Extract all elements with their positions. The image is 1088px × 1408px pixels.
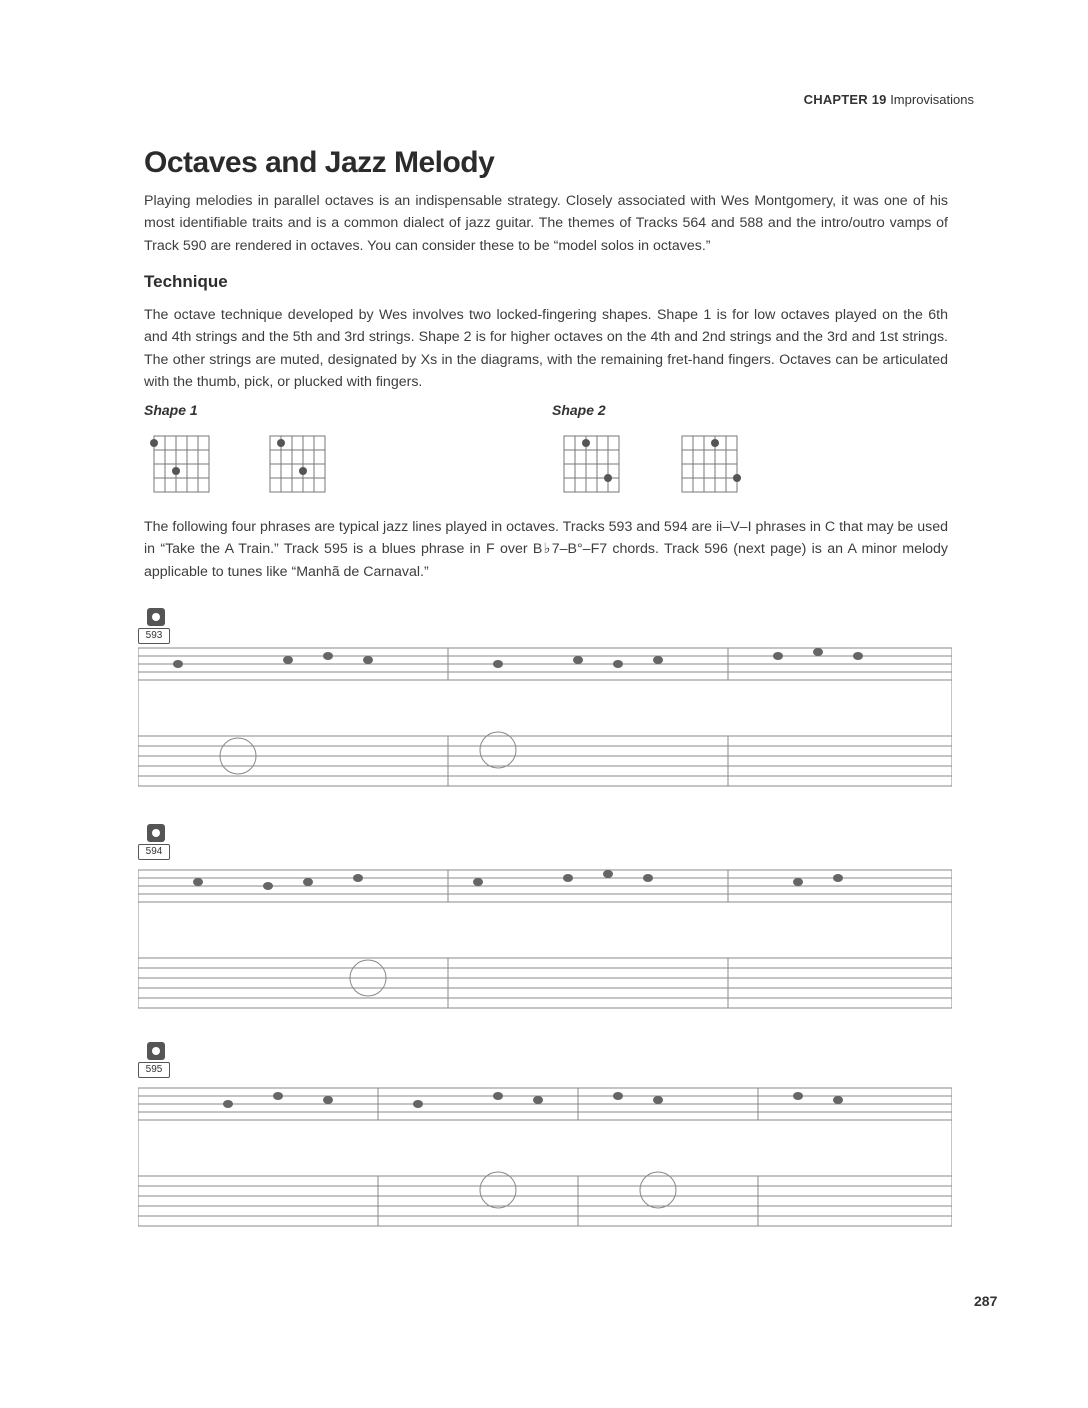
track-number-594: 594 <box>138 844 170 860</box>
track-number-593: 593 <box>138 628 170 644</box>
technique-paragraph: The octave technique developed by Wes involves two locked-fingering shapes. Shape 1 is for low octaves played on the 6th and 4th strings and the 5th and 3rd strings. Shape 2 is for higher octaves on the 4th and 2nd strings and the 3rd and 1st strings. The other strings are muted, designated by Xs in the diagrams, with the remaining fret-hand fingers. Octaves can be articulated with the thumb, pick, or plucked with fingers. <box>144 307 948 391</box>
shape1-label: Shape 1 <box>144 402 198 418</box>
chapter-label: CHAPTER 19 <box>803 92 887 107</box>
technique-heading: Technique <box>144 272 228 291</box>
notation-594 <box>138 822 952 1018</box>
shape2-label: Shape 2 <box>552 402 606 418</box>
page-number: 287 <box>974 1293 998 1309</box>
page-title: Octaves and Jazz Melody <box>144 146 495 179</box>
notation-593 <box>138 600 952 796</box>
track-number-595: 595 <box>138 1062 170 1078</box>
section-label: Improvisations <box>890 92 974 107</box>
music-system-594 <box>138 822 952 1018</box>
shape2-diagram-a <box>560 430 624 496</box>
running-header <box>804 92 974 107</box>
phrases-paragraph: The following four phrases are typical jazz lines played in octaves. Tracks 593 and 594 are ii–V–I phrases in C that may be used in “Take the A Train.” Track 595 is a blues phrase in F over B♭7–B°–F7 chords. Track 596 (next page) is an A minor melody applicable to tunes like “Manhã de Carnaval.” <box>144 519 948 580</box>
shape1-diagram-b <box>266 430 330 496</box>
music-system-595 <box>138 1040 952 1236</box>
shape2-diagram-b <box>678 430 742 496</box>
notation-595 <box>138 1040 952 1236</box>
shape1-diagram-a <box>150 430 214 496</box>
intro-paragraph: Playing melodies in parallel octaves is an indispensable strategy. Closely associated with Wes Montgomery, it was one of his most identifiable traits and is a common dialect of jazz guitar. The themes of Tracks 564 and 588 and the intro/outro vamps of Track 590 are rendered in octaves. You can consider these to be “model solos in octaves.” <box>144 193 948 254</box>
music-system-593 <box>138 600 952 796</box>
